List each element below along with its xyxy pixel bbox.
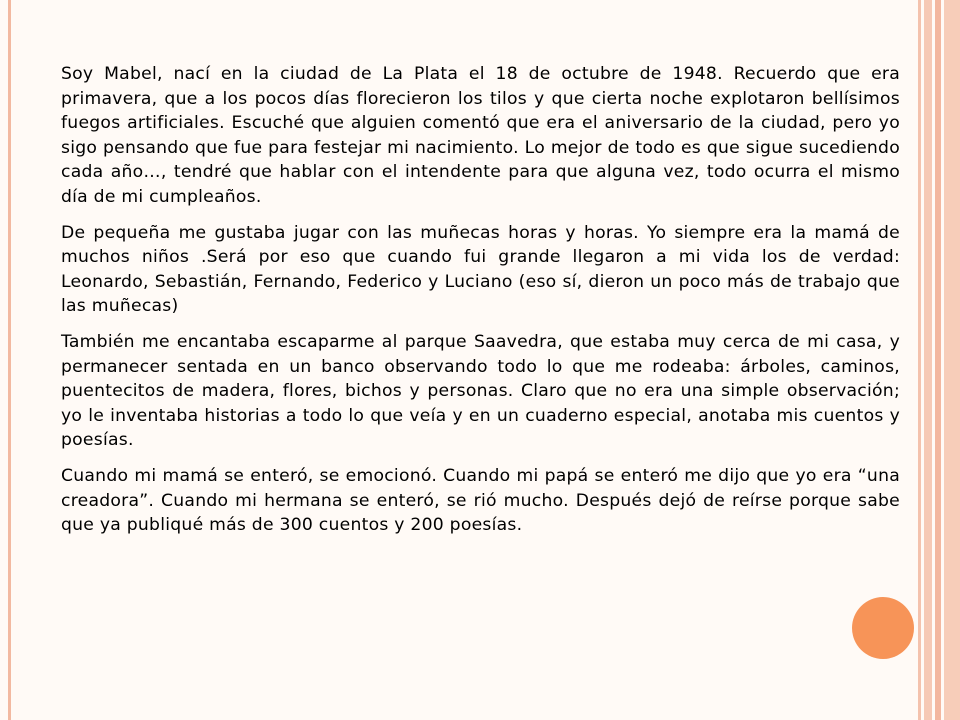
paragraph-birth: Soy Mabel, nací en la ciudad de La Plata el 18 de octubre de 1948. Recuerdo que era primavera, que a los pocos días florecieron los tilos y que cierta noche explotaron bellísimos fuegos artificiales. Escuché que alguien comentó que era el aniversario de la ciudad, pero yo sigo pensando que fue para festejar mi nacimiento. Lo mejor de todo es que sigue sucediendo cada año…, tendré que hablar con el intendente para que alguna vez, todo ocurra el mismo día de mi cumpleaños.: [61, 64, 900, 207]
decorative-circle: [852, 597, 914, 659]
right-decor-stripe: [935, 0, 941, 720]
paragraph-family: Cuando mi mamá se enteró, se emocionó. Cuando mi papá se enteró me dijo que yo era “una creadora”. Cuando mi hermana se enteró, se rió mucho. Después dejó de reírse porque sabe que ya publiqué más de 300 cuentos y 200 poesías.: [61, 465, 900, 536]
paragraph-park: También me encantaba escaparme al parque Saavedra, que estaba muy cerca de mi casa, y permanecer sentada en un banco observando todo lo que me rodeaba: árboles, caminos, puentecitos de madera, flores, bichos y personas. Claro que no era una simple observación; yo le inventaba historias a todo lo que veía y en un cuaderno especial, anotaba mis cuentos y poesías.: [61, 331, 900, 451]
paragraph-childhood: De pequeña me gustaba jugar con las muñecas horas y horas. Yo siempre era la mamá de muchos niños .Será por eso que cuando fui grande llegaron a mi vida los de verdad: Leonardo, Sebastián, Fernando, Federico y Luciano (eso sí, dieron un poco más de trabajo que las muñecas): [61, 222, 900, 317]
right-decor-stripe: [918, 0, 921, 720]
right-decor-stripe: [924, 0, 932, 720]
right-decor-stripe: [944, 0, 960, 720]
slide-text-body: [61, 62, 900, 549]
left-border-line: [8, 0, 11, 720]
